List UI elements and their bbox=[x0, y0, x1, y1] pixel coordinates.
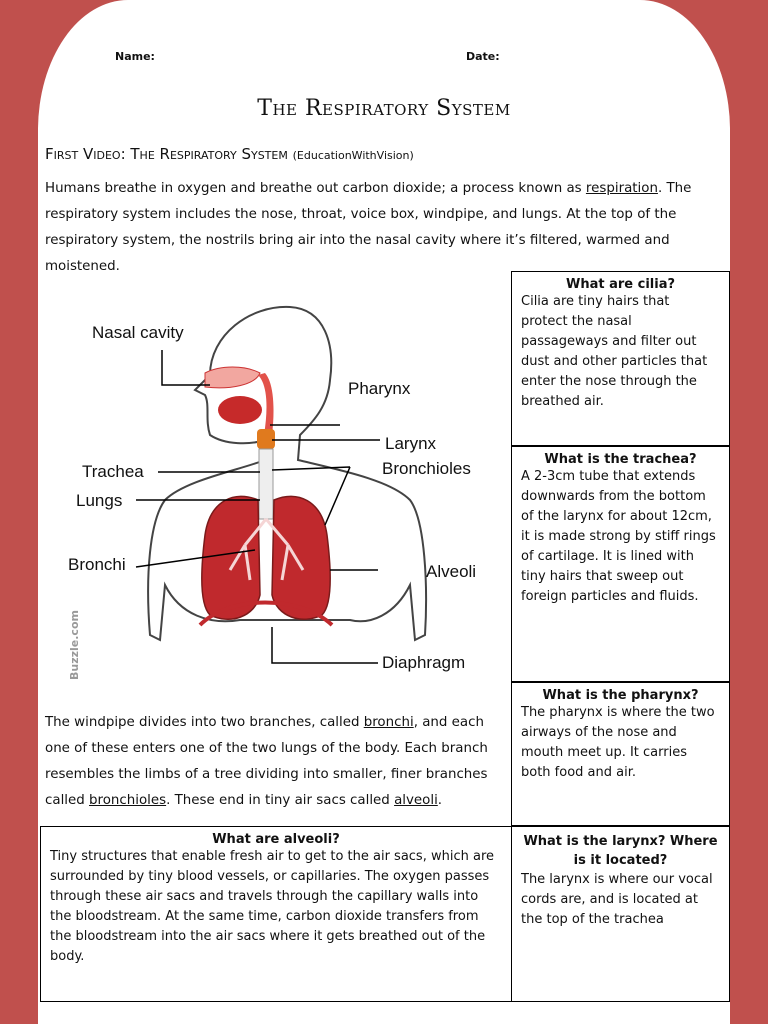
box-pharynx bbox=[511, 682, 730, 826]
intro-text-1: Humans breathe in oxygen and breathe out carbon dioxide; a process known as bbox=[45, 181, 586, 196]
label-larynx: Larynx bbox=[385, 434, 437, 453]
box-alveoli-body: Tiny structures that enable fresh air to get to the air sacs, which are surrounded by tiny blood vessels, or capillaries. The oxygen passes through these air sacs and travels through the capillary walls into the bloodstream. At the same time, carbon dioxide transfers from the bloodstream into the air sacs where it gets breathed out of the body. bbox=[50, 849, 494, 964]
label-bronchi: Bronchi bbox=[68, 555, 126, 574]
box-alveoli bbox=[40, 826, 512, 1002]
label-alveoli: Alveoli bbox=[426, 562, 477, 581]
respiratory-diagram bbox=[60, 295, 510, 695]
label-diaphragm: Diaphragm bbox=[382, 653, 466, 672]
intro-paragraph bbox=[45, 176, 725, 280]
box-pharynx-body: The pharynx is where the two airways of the nose and mouth meet up. It carries both food and air. bbox=[521, 705, 715, 780]
larynx-shape bbox=[257, 429, 275, 449]
section-heading bbox=[45, 145, 414, 163]
box-trachea bbox=[511, 446, 730, 682]
name-label: Name: bbox=[115, 50, 155, 63]
label-nasal-cavity: Nasal cavity bbox=[92, 323, 184, 342]
date-label: Date: bbox=[466, 50, 500, 63]
box-alveoli-title: What are alveoli? bbox=[212, 832, 340, 847]
term-bronchioles: bronchioles bbox=[89, 793, 167, 808]
box-larynx-body: The larynx is where our vocal cords are, and is located at the top of the trachea bbox=[521, 872, 713, 927]
box-cilia-title: What are cilia? bbox=[565, 277, 676, 292]
para2-text-4: . bbox=[437, 793, 443, 808]
label-bronchioles: Bronchioles bbox=[382, 459, 471, 478]
box-trachea-body: A 2-3cm tube that extends downwards from the bottom of the larynx for about 12cm, it is made strong by stiff rings of cartilage. It is lined with tiny hairs that sweep out foreign particles and fluids. bbox=[521, 469, 716, 604]
label-pharynx: Pharynx bbox=[348, 379, 411, 398]
label-trachea: Trachea bbox=[82, 462, 144, 481]
trachea-shape bbox=[259, 449, 273, 519]
box-cilia-body: Cilia are tiny hairs that protect the nasal passageways and filter out dust and other particles that enter the nose through the breathed air. bbox=[521, 294, 708, 409]
term-alveoli: alveoli bbox=[394, 793, 438, 808]
box-larynx bbox=[511, 826, 730, 1002]
bronchi-paragraph bbox=[45, 710, 510, 814]
intro-term-respiration: respiration bbox=[585, 181, 658, 196]
intro-text-2: . The respiratory system includes the nose, throat, voice box, windpipe, and lungs. At the top of the respiratory system, the nostrils bring air into the nasal cavity where it’s filtered, warmed and moistened. bbox=[45, 181, 692, 274]
right-lung-shape bbox=[272, 496, 330, 619]
para2-text-3: . These end in tiny air sacs called bbox=[166, 793, 395, 808]
respiratory-illustration bbox=[60, 295, 510, 695]
label-lungs: Lungs bbox=[76, 491, 123, 510]
box-larynx-title: What is the larynx? Where is it located? bbox=[523, 834, 718, 868]
box-cilia bbox=[511, 271, 730, 446]
section-heading-source: (EducationWithVision) bbox=[292, 149, 414, 162]
term-bronchi: bronchi bbox=[363, 715, 414, 730]
box-trachea-title: What is the trachea? bbox=[544, 452, 697, 467]
para2-text-2: , and each one of these enters one of the two lungs of the body. Each branch resembles the limbs of a tree dividing into smaller, finer branches called bbox=[45, 715, 488, 808]
para2-text-1: The windpipe divides into two branches, called bbox=[45, 715, 364, 730]
box-pharynx-title: What is the pharynx? bbox=[542, 688, 699, 703]
section-heading-main: First Video: The Respiratory System bbox=[45, 145, 288, 163]
watermark: Buzzle.com bbox=[68, 610, 81, 680]
mouth-shape bbox=[218, 396, 262, 424]
page-title: The Respiratory System bbox=[257, 96, 511, 121]
left-lung-shape bbox=[202, 496, 260, 619]
